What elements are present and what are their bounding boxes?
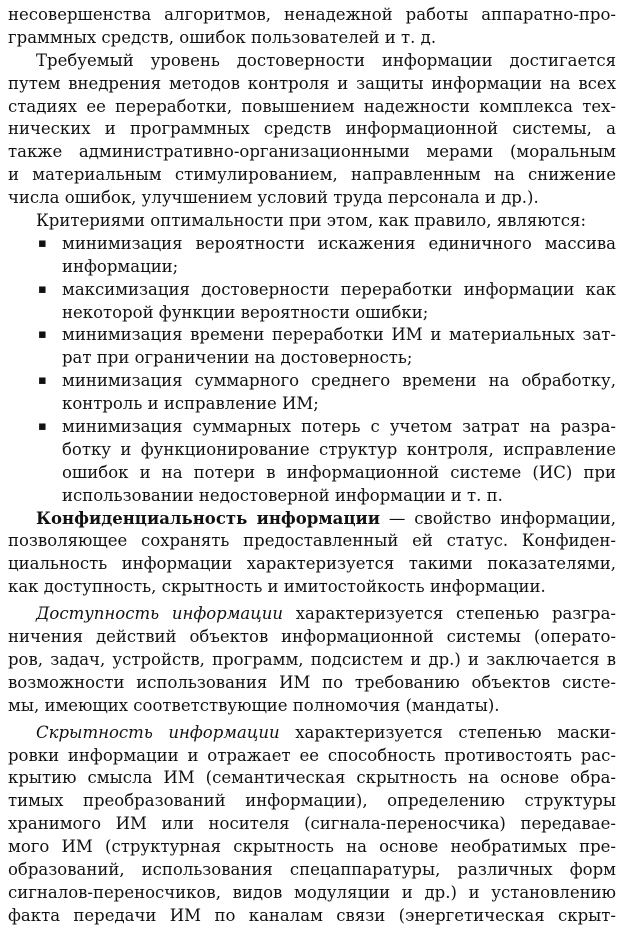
text-line: мого ИМ (структурная скрытность на основе необратимых пре- (8, 837, 616, 857)
list-item-text: максимизация достоверности переработки информации как (62, 279, 616, 299)
list-item (8, 416, 616, 508)
list-item-text: рат при ограничении на достоверность; (62, 348, 413, 368)
bullet-icon: ▪ (38, 419, 47, 435)
paragraph-confidentiality (8, 508, 616, 600)
bullet-icon: ▪ (38, 235, 47, 251)
text-line: ничения действий объектов информационной системы (операто- (8, 627, 616, 647)
text-line: путем внедрения методов контроля и защиты информации на всех (8, 73, 616, 93)
list-item (8, 233, 616, 279)
text-line: хранимого ИМ или носителя (сигнала-переносчика) передавае- (8, 814, 616, 834)
text-line: несовершенства алгоритмов, ненадежной работы аппаратно-про- (8, 5, 616, 24)
term-secrecy: Скрытность информации (36, 722, 280, 742)
list-item (8, 324, 616, 370)
bullet-icon: ▪ (38, 373, 47, 389)
paragraph-availability (8, 603, 616, 717)
bullet-icon: ▪ (38, 281, 47, 297)
list-item-text: контроль и исправление ИМ; (62, 394, 319, 414)
term-availability: Доступность информации (36, 604, 284, 624)
list-item-text: минимизация времени переработки ИМ и материальных зат- (62, 325, 616, 345)
text-fragment: характеризуется степенью разгра- (283, 604, 616, 624)
text-fragment: характеризуется степенью маски- (279, 722, 616, 742)
text-line: также административно-организационными мерами (моральным (8, 142, 616, 162)
criteria-list (8, 233, 616, 508)
text-line: числа ошибок, улучшением условий труда персонала и др.). (8, 188, 539, 208)
text-line: ров, задач, устройств, программ, подсистем и др.) и заключается в (8, 649, 616, 669)
list-item-text: ботку и функционирование структур контроля, исправление (62, 439, 616, 459)
paragraph-secrecy (8, 722, 616, 928)
text-line: крытию смысла ИМ (семантическая скрытность на основе обра- (8, 768, 616, 788)
list-item-text: минимизация вероятности искажения единичного массива (62, 233, 616, 253)
list-item (8, 370, 616, 416)
text-line: тимых преобразований информации), определению структуры (8, 791, 616, 811)
list-item-text: использовании недостоверной информации и т. п. (62, 485, 503, 505)
list-item-text: минимизация суммарного среднего времени на обработку, (62, 371, 616, 391)
text-line: позволяющее сохранять предоставленный ей статус. Конфиден- (8, 531, 616, 551)
text-line: возможности использования ИМ по требованию объектов систе- (8, 672, 616, 692)
bullet-icon: ▪ (38, 327, 47, 343)
text-line: граммных средств, ошибок пользователей и т. д. (8, 27, 437, 47)
list-item-text: некоторой функции вероятности ошибки; (62, 302, 429, 322)
list-item-text: информации; (62, 256, 179, 276)
text-line: мы, имеющих соответствующие полномочия (мандаты). (8, 695, 500, 715)
text-line: сигналов-переносчиков, видов модуляции и др.) и установлению (8, 882, 616, 902)
text-fragment: — свойство информации, (380, 508, 616, 528)
text-line: как доступность, скрытность и имитостойкость информации. (8, 577, 546, 597)
text-line: образований, использования спецаппаратуры, различных форм (8, 859, 616, 879)
list-item (8, 279, 616, 325)
text-line: циальность информации характеризуется такими показателями, (8, 554, 616, 574)
paragraph-2 (8, 50, 616, 210)
text-line: нических и программных средств информационной системы, а (8, 119, 616, 139)
term-confidentiality: Конфиденциальность информации (36, 508, 381, 528)
paragraph-1 (8, 4, 616, 50)
text-line: Критериями оптимальности при этом, как правило, являются: (36, 211, 587, 231)
text-line: ровки информации и отражает ее способность противостоять рас- (8, 745, 616, 765)
paragraph-3 (8, 210, 616, 233)
text-line: Требуемый уровень достоверности информации достигается (36, 50, 616, 70)
text-line: стадиях ее переработки, повышением надежности комплекса тех- (8, 96, 616, 116)
list-item-text: минимизация суммарных потерь с учетом затрат на разра- (62, 417, 616, 437)
text-line: и материальным стимулированием, направленным на снижение (8, 165, 616, 185)
text-line: факта передачи ИМ по каналам связи (энергетическая скрыт- (8, 905, 616, 925)
list-item-text: ошибок и на потери в информационной системе (ИС) при (62, 462, 616, 482)
